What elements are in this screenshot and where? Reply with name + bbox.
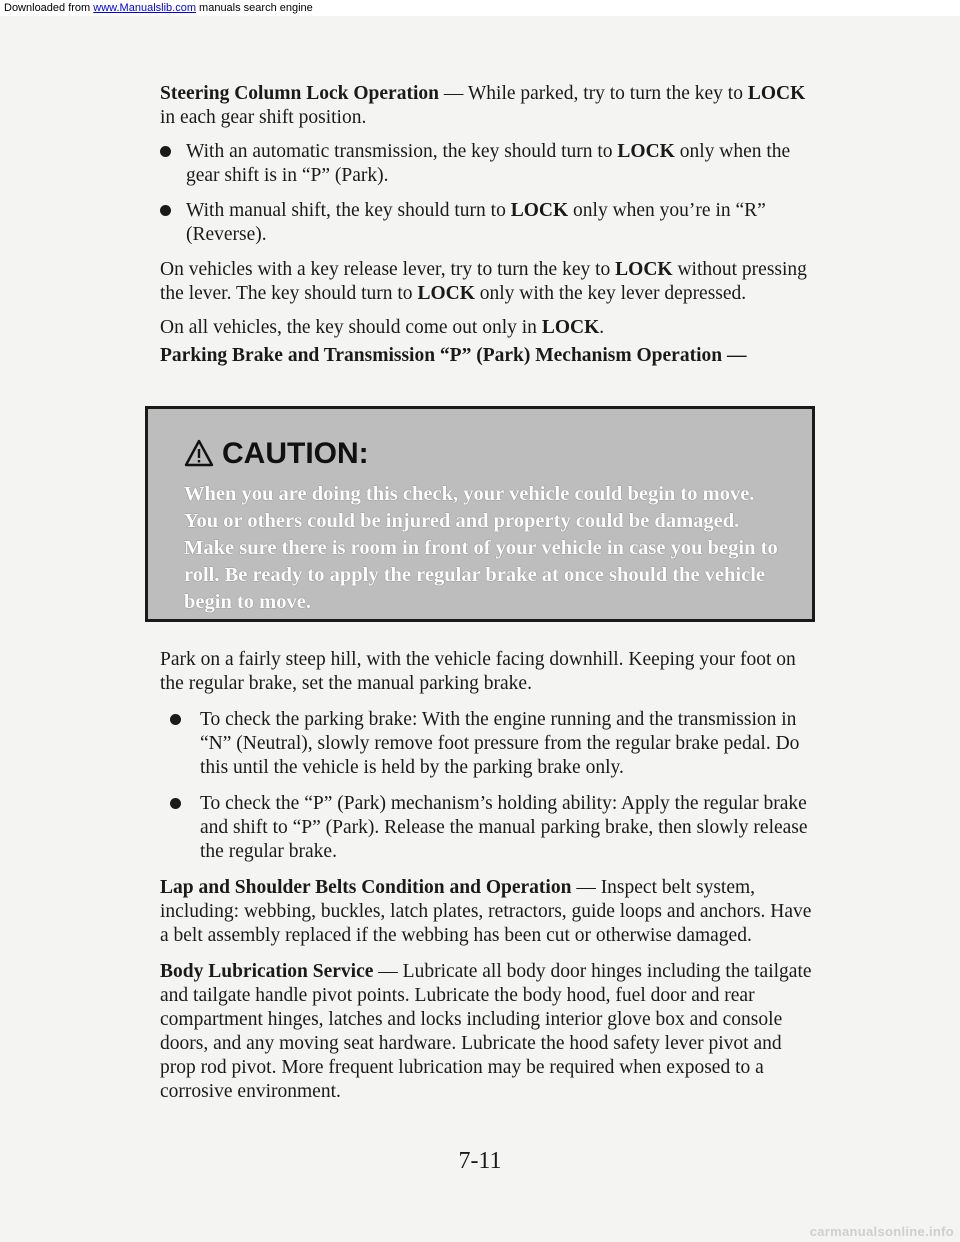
all-vehicles-paragraph — [160, 316, 820, 340]
manualslib-link[interactable]: www.Manualslib.com — [93, 2, 196, 14]
bullet-text: only when the gear shift is in “P” (Park). — [186, 141, 791, 186]
download-header — [0, 0, 960, 16]
paragraph-text: . — [599, 317, 605, 338]
steering-text-1: — While parked, try to turn the key to — [438, 83, 748, 104]
bullet-park-mechanism — [170, 792, 820, 864]
bottom-section — [160, 648, 820, 1114]
paragraph-text: only with the key lever depressed. — [474, 283, 747, 304]
paragraph-text: On vehicles with a key release lever, try to turn the key to — [160, 259, 616, 280]
bullet-dot-icon — [170, 798, 181, 809]
caution-text: When you are doing this check, your vehicle could begin to move. You or others could be injured and property could be damaged. Make sure there is room in front of your vehicle in case you begin to roll. Be ready to apply the regular brake at once should the vehicle begin to move. — [184, 483, 778, 613]
paragraph-text: — Lubricate all body door hinges including the tailgate and tailgate handle pivot points. Lubricate the body hood, fuel door and rear compartment hinges, latches and locks including interior glove box and console doors, and any moving seat hardware. Lubricate the hood safety lever pivot and prop rod pivot. More frequent lubrication may be required when exposed to a corrosive environment. — [160, 961, 812, 1102]
lock-word: LOCK — [417, 283, 475, 304]
steering-heading: Steering Column Lock Operation — [160, 83, 439, 104]
top-section — [160, 82, 820, 368]
parking-brake-heading: Parking Brake and Transmission “P” (Park) Mechanism Operation — — [160, 345, 747, 366]
park-hill-paragraph: Park on a fairly steep hill, with the vehicle facing downhill. Keeping your foot on the regular brake, set the manual parking brake. — [160, 649, 796, 694]
lock-word: LOCK — [617, 141, 675, 162]
header-suffix: manuals search engine — [195, 2, 313, 14]
bullet-text: To check the parking brake: With the engine running and the transmission in “N” (Neutral), slowly remove foot pressure from the regular brake pedal. Do this until the vehicle is held by the parking brake only. — [200, 709, 800, 778]
steering-paragraph — [160, 82, 820, 130]
paragraph-text: On all vehicles, the key should come out only in — [160, 317, 542, 338]
body-lube-heading: Body Lubrication Service — [160, 961, 374, 982]
bullet-text: With manual shift, the key should turn to — [186, 200, 511, 221]
bullet-text: only when you’re in “R” (Reverse). — [186, 200, 766, 245]
bullet-manual — [160, 199, 820, 247]
caution-title-text: CAUTION: — [222, 437, 369, 470]
bullet-text: With an automatic transmission, the key should turn to — [186, 141, 618, 162]
body-lube-paragraph — [160, 960, 820, 1104]
paragraph-text: without pressing the lever. The key should turn to — [160, 259, 807, 304]
bullet-parking-brake — [170, 708, 820, 780]
lock-word: LOCK — [747, 83, 806, 104]
bullet-dot-icon — [160, 205, 171, 216]
warning-triangle-icon — [184, 439, 214, 467]
lock-word: LOCK — [615, 259, 673, 280]
bullet-automatic — [160, 140, 820, 188]
caution-box — [145, 406, 815, 622]
lap-belts-heading: Lap and Shoulder Belts Condition and Operation — [160, 877, 572, 898]
page-number: 7-11 — [458, 1148, 502, 1174]
release-lever-paragraph — [160, 258, 820, 306]
watermark: carmanualsonline.info — [809, 1224, 954, 1239]
bullet-text: To check the “P” (Park) mechanism’s holding ability: Apply the regular brake and shift to “P” (Park). Release the manual parking brake, then slowly release the regular brake. — [200, 793, 808, 862]
bullet-dot-icon — [170, 714, 181, 725]
paragraph-text: — Inspect belt system, including: webbing, buckles, latch plates, retractors, guide loops and anchors. Have a belt assembly replaced if the webbing has been cut or otherwise damaged. — [160, 877, 812, 946]
caution-title — [184, 437, 369, 471]
lap-belts-paragraph — [160, 876, 820, 948]
lock-word: LOCK — [541, 317, 600, 338]
lock-word: LOCK — [510, 200, 569, 221]
header-prefix: Downloaded from — [4, 2, 94, 14]
bullet-dot-icon — [160, 146, 171, 157]
steering-text-2: in each gear shift position. — [160, 107, 367, 128]
